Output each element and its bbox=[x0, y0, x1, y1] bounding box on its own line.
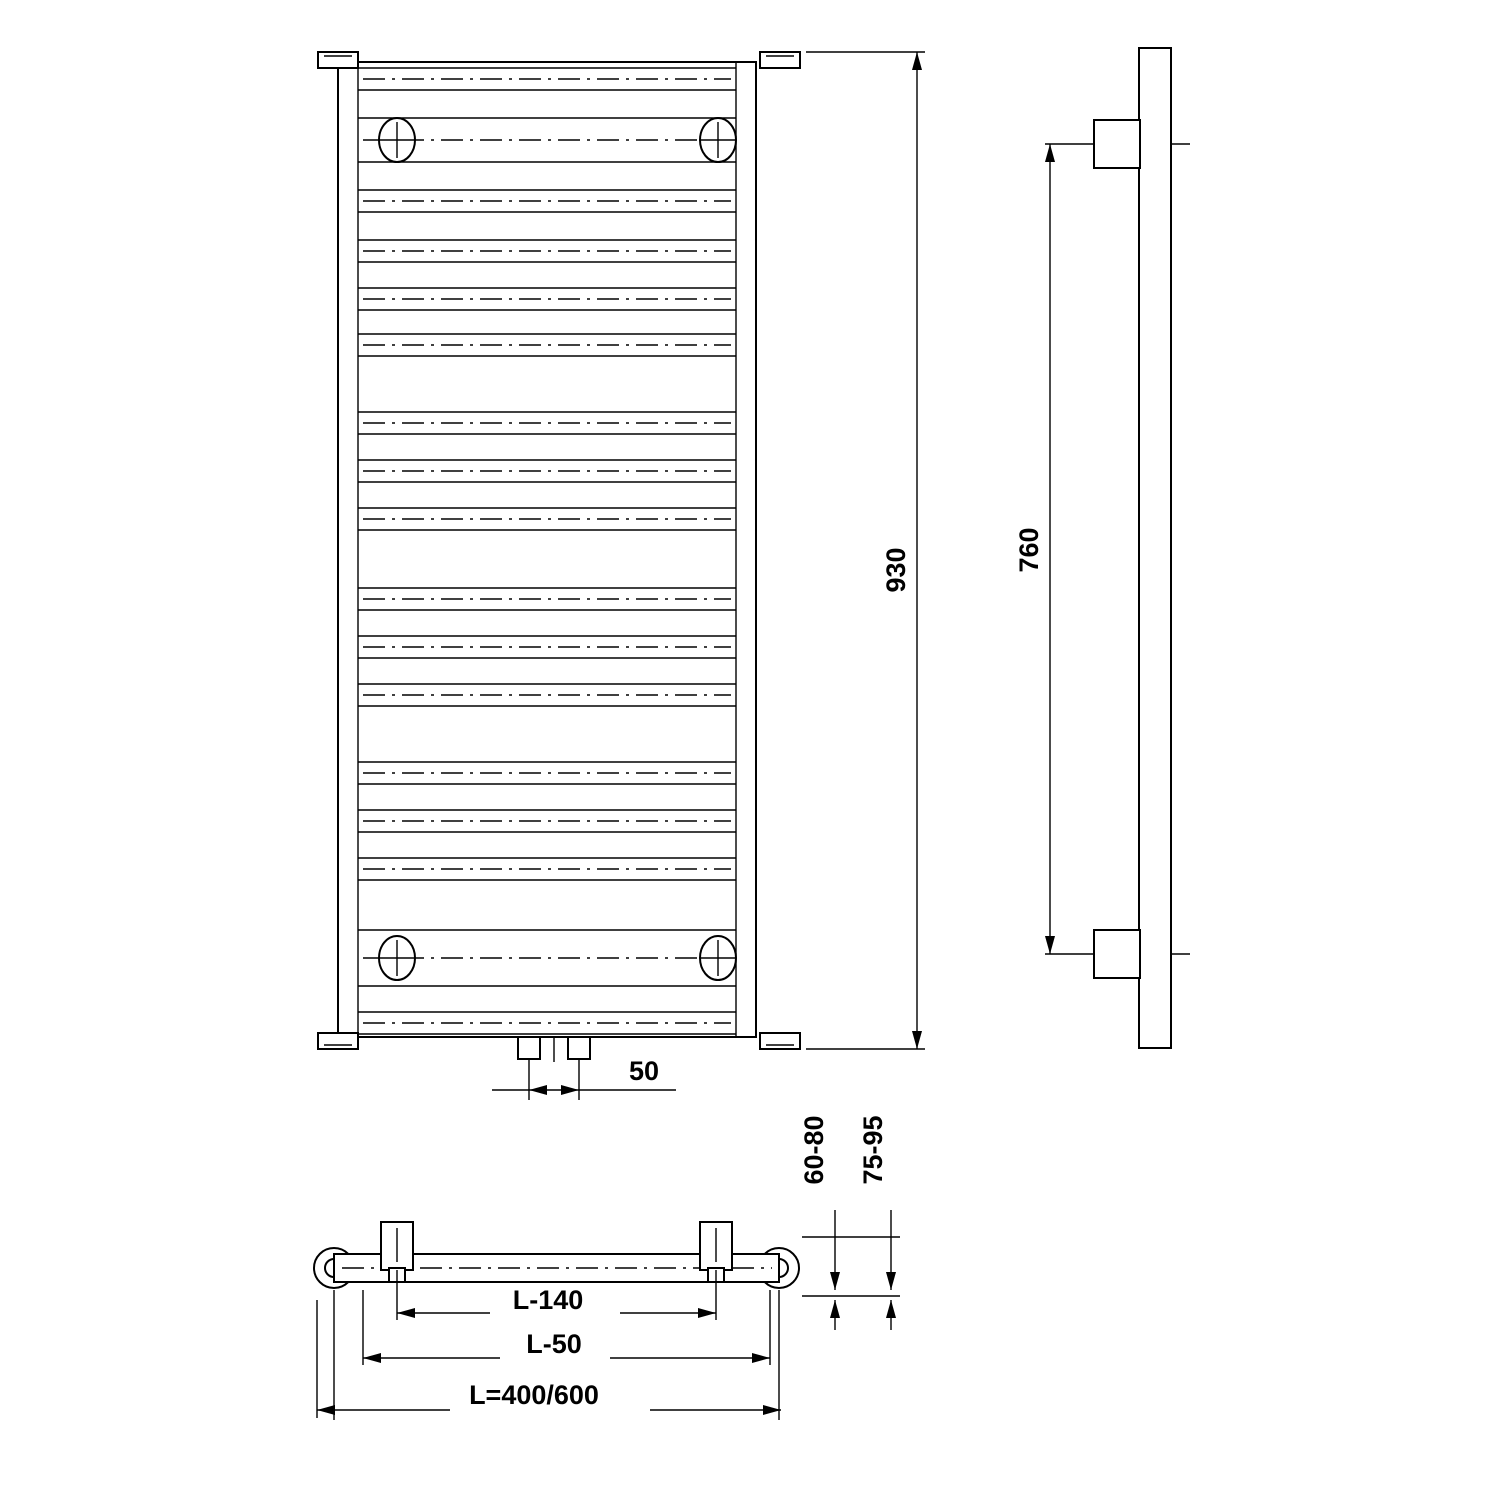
dimension-L-50-label: L-50 bbox=[526, 1329, 582, 1359]
dimension-930 bbox=[806, 52, 925, 1049]
mount-hole-top-right bbox=[700, 118, 736, 162]
dimension-L-140 bbox=[397, 1285, 716, 1318]
bracket-bottom-left bbox=[318, 1033, 358, 1049]
connection-stubs bbox=[518, 1037, 590, 1062]
dimension-L-total-label: L=400/600 bbox=[469, 1380, 599, 1410]
dimension-50-label: 50 bbox=[628, 1056, 660, 1086]
mount-hole-bottom-left bbox=[379, 936, 415, 980]
dimension-930-label: 930 bbox=[881, 547, 911, 593]
bracket-bottom-right bbox=[760, 1033, 800, 1049]
dimension-60-80-label: 60-80 bbox=[799, 1115, 829, 1185]
front-body-outline bbox=[338, 62, 756, 1037]
mount-hole-bottom-right bbox=[700, 936, 736, 980]
dimension-75-95-label: 75-95 bbox=[858, 1115, 888, 1185]
depth-dimensions bbox=[799, 1115, 900, 1330]
bracket-top-right bbox=[760, 52, 800, 68]
top-view bbox=[314, 1222, 799, 1420]
dimension-L-140-label: L-140 bbox=[512, 1285, 584, 1315]
side-view bbox=[1014, 48, 1190, 1048]
bracket-top-left bbox=[318, 52, 358, 68]
dimension-760 bbox=[1014, 144, 1094, 954]
side-body-outline bbox=[1139, 48, 1171, 1048]
dimension-50 bbox=[492, 1056, 676, 1100]
front-view bbox=[318, 52, 800, 1062]
dimension-760-label: 760 bbox=[1014, 527, 1044, 573]
mount-hole-top-left bbox=[379, 118, 415, 162]
